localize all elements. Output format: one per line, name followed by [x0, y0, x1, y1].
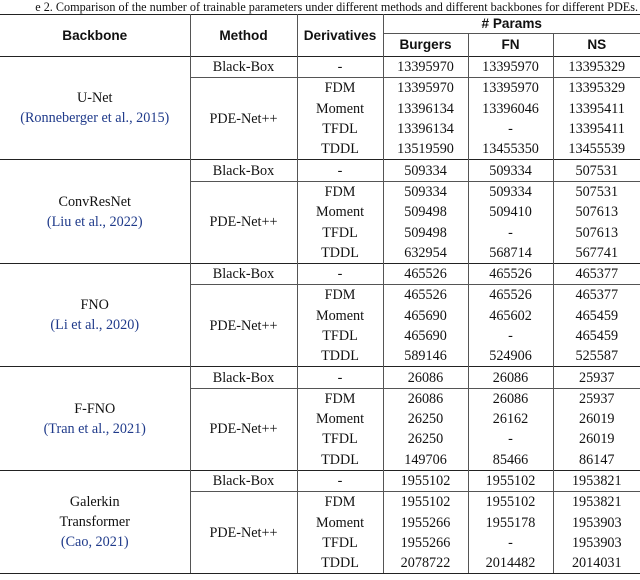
- derivative-cell: Moment: [297, 306, 383, 326]
- param-value-cell: 507613: [553, 202, 640, 222]
- param-value-cell: 465526: [383, 263, 468, 284]
- method-cell: PDE-Net++: [190, 285, 297, 367]
- derivative-cell: TDDL: [297, 450, 383, 471]
- derivative-cell: -: [297, 57, 383, 78]
- table-row: [0, 470, 640, 491]
- param-value-cell: 465690: [383, 306, 468, 326]
- param-value-cell: 26086: [468, 388, 553, 409]
- backbone-cell: [0, 263, 190, 366]
- param-value-cell: 507531: [553, 181, 640, 202]
- param-value-cell: 1953903: [553, 533, 640, 553]
- param-value-cell: -: [468, 326, 553, 346]
- header-pde-burgers: Burgers: [383, 34, 468, 57]
- backbone-cell: [0, 160, 190, 263]
- param-value-cell: 465377: [553, 285, 640, 306]
- param-value-cell: 1953821: [553, 470, 640, 491]
- param-value-cell: 509334: [468, 181, 553, 202]
- param-value-cell: 465526: [383, 285, 468, 306]
- param-value-cell: 13455350: [468, 139, 553, 160]
- backbone-name: Transformer: [59, 514, 130, 531]
- param-value-cell: 1955102: [468, 470, 553, 491]
- param-value-cell: 465602: [468, 306, 553, 326]
- param-value-cell: -: [468, 429, 553, 449]
- caption-text: e 2. Comparison of the number of trainable parameters under different methods and different backbones for different PDEs.: [35, 0, 638, 14]
- backbone-citation[interactable]: (Tran et al., 2021): [43, 420, 146, 437]
- backbone-citation[interactable]: (Li et al., 2020): [50, 317, 140, 334]
- derivative-cell: FDM: [297, 285, 383, 306]
- backbone-citation[interactable]: (Ronneberger et al., 2015): [20, 110, 170, 127]
- derivative-cell: TFDL: [297, 326, 383, 346]
- param-value-cell: 507613: [553, 222, 640, 242]
- backbone-cell: [0, 470, 190, 573]
- param-value-cell: 26086: [383, 367, 468, 388]
- param-value-cell: 26250: [383, 429, 468, 449]
- param-value-cell: 26162: [468, 409, 553, 429]
- param-value-cell: 13396134: [383, 119, 468, 139]
- param-value-cell: 567741: [553, 243, 640, 264]
- method-cell: PDE-Net++: [190, 492, 297, 574]
- param-value-cell: 86147: [553, 450, 640, 471]
- param-value-cell: 509498: [383, 222, 468, 242]
- derivative-cell: -: [297, 470, 383, 491]
- table-caption: [0, 0, 640, 14]
- derivative-cell: TDDL: [297, 346, 383, 367]
- table-row: [0, 57, 640, 78]
- param-value-cell: 465459: [553, 326, 640, 346]
- backbone-cell: [0, 57, 190, 160]
- param-value-cell: 13395411: [553, 99, 640, 119]
- header-params: # Params: [383, 15, 640, 34]
- param-value-cell: 509410: [468, 202, 553, 222]
- derivative-cell: TFDL: [297, 429, 383, 449]
- param-value-cell: 1955102: [383, 492, 468, 513]
- param-value-cell: 509498: [383, 202, 468, 222]
- param-value-cell: 25937: [553, 388, 640, 409]
- method-cell: Black-Box: [190, 57, 297, 78]
- table-body: [0, 57, 640, 574]
- method-cell: Black-Box: [190, 160, 297, 181]
- param-value-cell: 13396046: [468, 99, 553, 119]
- param-value-cell: 465526: [468, 285, 553, 306]
- param-value-cell: 26250: [383, 409, 468, 429]
- derivative-cell: -: [297, 367, 383, 388]
- backbone-name: ConvResNet: [58, 193, 131, 210]
- param-value-cell: 1953821: [553, 492, 640, 513]
- derivative-cell: TFDL: [297, 533, 383, 553]
- derivative-cell: -: [297, 263, 383, 284]
- method-cell: PDE-Net++: [190, 388, 297, 470]
- param-value-cell: -: [468, 119, 553, 139]
- param-value-cell: 568714: [468, 243, 553, 264]
- backbone-cell: [0, 367, 190, 470]
- param-value-cell: 26019: [553, 409, 640, 429]
- param-value-cell: 509334: [468, 160, 553, 181]
- param-value-cell: 13395970: [468, 78, 553, 99]
- param-value-cell: 465459: [553, 306, 640, 326]
- param-value-cell: 13395411: [553, 119, 640, 139]
- derivative-cell: FDM: [297, 388, 383, 409]
- method-cell: PDE-Net++: [190, 181, 297, 263]
- header-method: Method: [190, 15, 297, 57]
- method-cell: Black-Box: [190, 367, 297, 388]
- derivative-cell: Moment: [297, 513, 383, 533]
- param-value-cell: 1953903: [553, 513, 640, 533]
- derivative-cell: FDM: [297, 492, 383, 513]
- backbone-name: FNO: [80, 297, 109, 314]
- method-cell: Black-Box: [190, 263, 297, 284]
- param-value-cell: 13396134: [383, 99, 468, 119]
- param-value-cell: 1955102: [383, 470, 468, 491]
- param-value-cell: 13395970: [468, 57, 553, 78]
- derivative-cell: FDM: [297, 78, 383, 99]
- param-value-cell: 509334: [383, 160, 468, 181]
- derivative-cell: TDDL: [297, 243, 383, 264]
- param-value-cell: 1955178: [468, 513, 553, 533]
- header-backbone: Backbone: [62, 27, 128, 43]
- param-value-cell: 26086: [468, 367, 553, 388]
- table-row: [0, 367, 640, 388]
- param-value-cell: 13395970: [383, 78, 468, 99]
- param-value-cell: 2014482: [468, 553, 553, 574]
- param-value-cell: 13395329: [553, 57, 640, 78]
- param-value-cell: 525587: [553, 346, 640, 367]
- backbone-name: U-Net: [77, 90, 113, 107]
- derivative-cell: TDDL: [297, 139, 383, 160]
- derivative-cell: TFDL: [297, 119, 383, 139]
- method-cell: PDE-Net++: [190, 78, 297, 160]
- param-value-cell: 509334: [383, 181, 468, 202]
- param-value-cell: 25937: [553, 367, 640, 388]
- param-value-cell: 85466: [468, 450, 553, 471]
- param-value-cell: -: [468, 533, 553, 553]
- param-value-cell: 13519590: [383, 139, 468, 160]
- param-value-cell: 1955102: [468, 492, 553, 513]
- backbone-citation[interactable]: (Cao, 2021): [60, 534, 129, 551]
- header-pde-fn: FN: [468, 34, 553, 57]
- header-row-1: [0, 15, 640, 34]
- derivative-cell: Moment: [297, 409, 383, 429]
- param-value-cell: 26019: [553, 429, 640, 449]
- param-value-cell: 2078722: [383, 553, 468, 574]
- param-value-cell: 13395970: [383, 57, 468, 78]
- derivative-cell: TFDL: [297, 222, 383, 242]
- table-row: [0, 263, 640, 284]
- derivative-cell: Moment: [297, 99, 383, 119]
- param-value-cell: 465526: [468, 263, 553, 284]
- params-table: [0, 14, 640, 574]
- derivative-cell: Moment: [297, 202, 383, 222]
- backbone-citation[interactable]: (Liu et al., 2022): [46, 213, 143, 230]
- param-value-cell: 465690: [383, 326, 468, 346]
- method-cell: Black-Box: [190, 470, 297, 491]
- header-pde-ns: NS: [553, 34, 640, 57]
- derivative-cell: FDM: [297, 181, 383, 202]
- param-value-cell: 1955266: [383, 513, 468, 533]
- param-value-cell: 465377: [553, 263, 640, 284]
- param-value-cell: 1955266: [383, 533, 468, 553]
- param-value-cell: 13395329: [553, 78, 640, 99]
- param-value-cell: 589146: [383, 346, 468, 367]
- param-value-cell: 2014031: [553, 553, 640, 574]
- backbone-name: F-FNO: [74, 400, 116, 417]
- param-value-cell: 632954: [383, 243, 468, 264]
- backbone-name: Galerkin: [69, 494, 120, 511]
- table-row: [0, 160, 640, 181]
- derivative-cell: -: [297, 160, 383, 181]
- derivative-cell: TDDL: [297, 553, 383, 574]
- param-value-cell: -: [468, 222, 553, 242]
- param-value-cell: 149706: [383, 450, 468, 471]
- param-value-cell: 13455539: [553, 139, 640, 160]
- header-derivatives: Derivatives: [297, 15, 383, 57]
- param-value-cell: 26086: [383, 388, 468, 409]
- param-value-cell: 524906: [468, 346, 553, 367]
- param-value-cell: 507531: [553, 160, 640, 181]
